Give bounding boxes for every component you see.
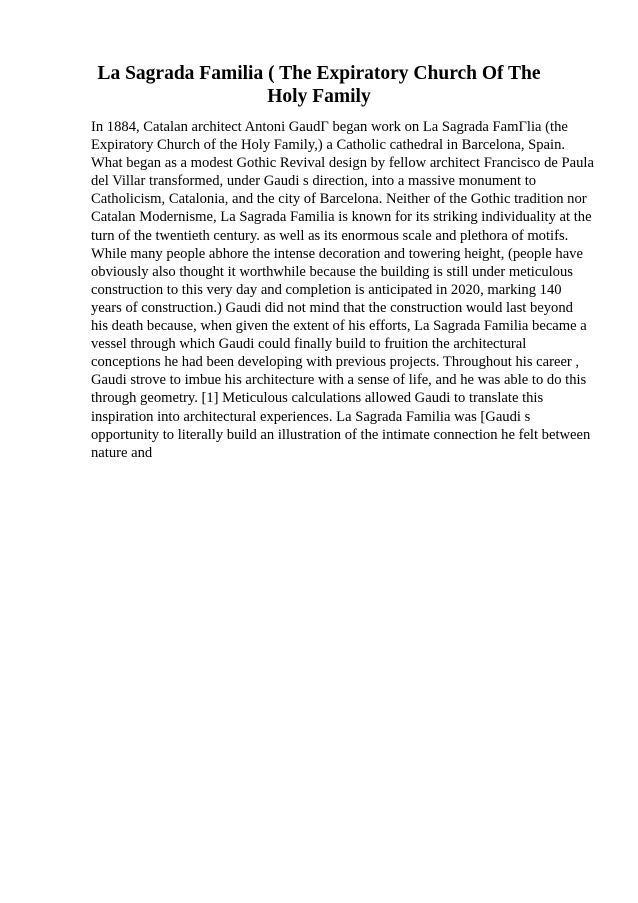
body-line: Catholicism, Catalonia, and the city of Barcelona. Neither of the Gothic tradition nor	[91, 191, 587, 208]
body-line: What began as a modest Gothic Revival design by fellow architect Francisco de Paula	[91, 155, 594, 172]
body-line: del Villar transformed, under Gaudi s direction, into a massive monument to	[91, 173, 537, 190]
body-line: construction to this very day and completion is anticipated in 2020, marking 140	[91, 281, 562, 298]
body-line: Catalan Modernisme, La Sagrada Familia is known for its striking individuality at the	[91, 209, 592, 226]
body-line: opportunity to literally build an illustration of the intimate connection he felt between	[91, 426, 591, 443]
body-line: through geometry. [1] Meticulous calculations allowed Gaudi to translate this	[91, 390, 544, 407]
body-line: In 1884, Catalan architect Antoni GaudГ began work on La Sagrada FamГlia (the	[91, 119, 568, 135]
document-title: La Sagrada Familia ( The Expiratory Church Of The Holy Family	[97, 63, 541, 107]
body-line: conceptions he had been developing with previous projects. Throughout his career ,	[91, 354, 580, 371]
body-line: turn of the twentieth century. as well as its enormous scale and plethora of motifs.	[91, 227, 569, 244]
body-line: While many people abhore the intense decoration and towering height, (people have	[91, 245, 583, 262]
body-line: inspiration into architectural experiences. La Sagrada Familia was [Gaudi s	[91, 408, 531, 425]
body-line: his death because, when given the extent of his efforts, La Sagrada Familia became a	[91, 318, 587, 335]
body-line: obviously also thought it worthwhile because the building is still under meticulous	[91, 263, 573, 280]
body-line: Expiratory Church of the Holy Family,) a Catholic cathedral in Barcelona, Spain.	[91, 137, 566, 154]
body-line: Gaudi strove to imbue his architecture with a sense of life, and he was able to do this	[91, 372, 587, 389]
body-line: years of construction.) Gaudi did not mind that the construction would last beyond	[91, 299, 573, 316]
body-line: nature and	[91, 444, 153, 461]
document-body	[91, 118, 594, 462]
body-line: vessel through which Gaudi could finally build to fruition the architectural	[91, 336, 527, 353]
